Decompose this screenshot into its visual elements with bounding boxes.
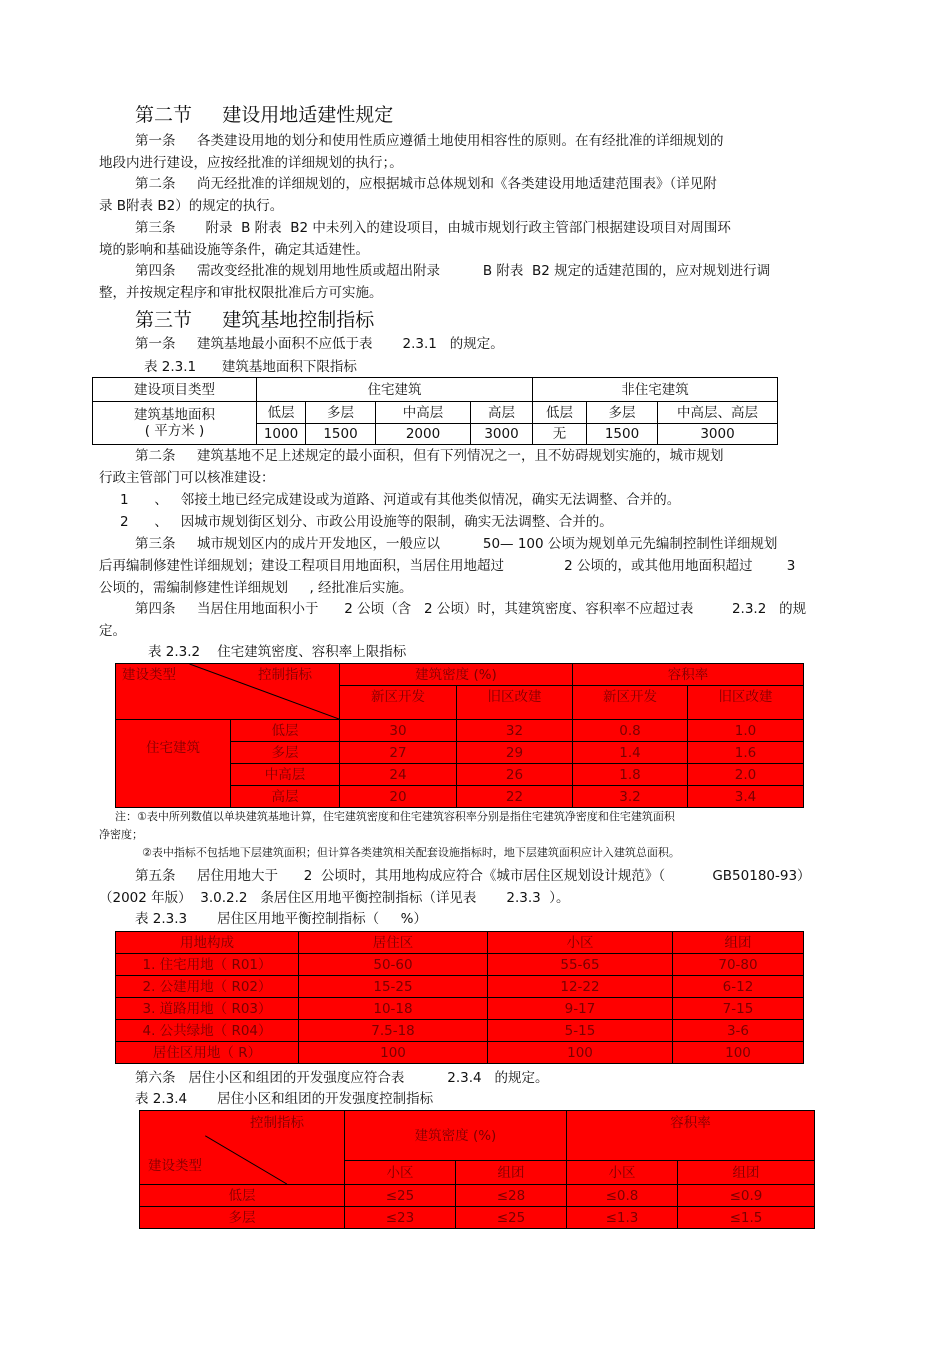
sub-header-group-far: 组团 [678,1161,815,1185]
cell: 3-6 [673,1020,804,1042]
cell: 12-22 [488,976,673,998]
table-2-3-2-corner-cell [116,664,340,720]
table-2-3-3 [115,931,804,1064]
table-2-3-2 [115,663,804,808]
sec3-article-3-line-2: 后再编制修建性详细规划；建设工程项目用地面积，当居住用地超过 2 公顷的，或其他用地面积超过 3 [99,558,796,574]
header-density: 建筑密度 (%) [345,1111,567,1161]
sec3-article-2-line-2: 行政主管部门可以核准建设： [99,470,275,486]
cell: ≤0.9 [678,1185,815,1207]
cell: 5-15 [488,1020,673,1042]
cell: 20 [340,786,457,808]
cell: 10-18 [299,998,488,1020]
sec2-article-3-line-2: 境的影响和基础设施等条件，确定其适建性。 [99,242,369,258]
sec3-article-3-line-3: 公顷的，需编制修建性详细规划 , 经批准后实施。 [99,580,413,596]
cell: 32 [457,720,573,742]
sec3-article-6: 第六条 居住小区和组团的开发强度应符合表 2.3.4 的规定。 [135,1070,549,1086]
cell: 7.5-18 [299,1020,488,1042]
sub-header-new-dev-far: 新区开发 [573,686,688,720]
nonres-col-multi: 多层 [587,402,658,424]
cell: 6-12 [673,976,804,998]
header-land-composition: 用地构成 [116,932,299,954]
section-2-heading: 第二节 建设用地适建性规定 [135,104,394,126]
cell: 100 [673,1042,804,1064]
sub-header-renew-density: 旧区改建 [457,686,573,720]
cell: ≤25 [456,1207,567,1229]
sec3-article-5-line-2: （2002 年版） 3.0.2.2 条居住区用地平衡控制指标（详见表 2.3.3 ）。 [99,890,570,906]
row-type-low: 低层 [231,720,340,742]
res-col-midhigh: 中高层 [376,402,471,424]
row-label: 1. 住宅用地（ R01） [116,954,299,976]
sec2-article-2-line-2: 录 B附表 B2）的规定的执行。 [99,198,284,214]
sec3-article-4-line-1: 第四条 当居住用地面积小于 2 公顷（含 2 公顷）时，其建筑密度、容积率不应超过表 2.3.2 的规 [135,601,807,617]
sec3-list-item-1: 1 、 邻接土地已经完成建设或为道路、河道或有其他类似情况，确实无法调整、合并的。 [120,492,681,508]
sec2-article-2-line-1: 第二条 尚无经批准的详细规划的，应根据城市总体规划和《各类建设用地适建范围表》（详见附 [135,176,717,192]
row-type-low: 低层 [140,1185,345,1207]
corner-left-label: 建设类型 [148,1158,202,1174]
table-2-3-2-note-2: ②表中指标不包括地下层建筑面积；但计算各类建筑相关配套设施指标时，地下层建筑面积应计入建筑总面积。 [142,846,680,859]
header-residential: 住宅建筑 [257,378,533,402]
cell: 26 [457,764,573,786]
cell: 29 [457,742,573,764]
sub-header-new-dev-density: 新区开发 [340,686,457,720]
cell: ≤23 [345,1207,456,1229]
cell: 15-25 [299,976,488,998]
sec2-article-1-line-2: 地段内进行建设，应按经批准的详细规划的执行；。 [99,155,403,171]
res-col-high: 高层 [471,402,533,424]
cell: 27 [340,742,457,764]
table-2-3-4-corner-cell [140,1111,345,1185]
res-col-low: 低层 [257,402,306,424]
sec3-article-4-line-2: 定。 [99,623,126,639]
row-label: 3. 道路用地（ R03） [116,998,299,1020]
cell: 3.4 [688,786,804,808]
cell: 0.8 [573,720,688,742]
row-type-multi: 多层 [231,742,340,764]
section-3-heading: 第三节 建筑基地控制指标 [135,309,375,331]
cell: 100 [488,1042,673,1064]
header-residential-district: 居住区 [299,932,488,954]
cell: 22 [457,786,573,808]
header-far: 容积率 [567,1111,815,1161]
row-type-high: 高层 [231,786,340,808]
sub-header-small-density: 小区 [345,1161,456,1185]
table-2-3-2-caption: 表 2.3.2 住宅建筑密度、容积率上限指标 [148,644,407,660]
cell: 24 [340,764,457,786]
table-2-3-3-caption: 表 2.3.3 居住区用地平衡控制指标（ %） [135,911,427,927]
cell: 1.0 [688,720,804,742]
row-label: 4. 公共绿地（ R04） [116,1020,299,1042]
nonres-col-midhigh-high: 中高层、高层 [658,402,778,424]
res-val-multi: 1500 [306,424,376,445]
cell: 1.8 [573,764,688,786]
header-group: 组团 [673,932,804,954]
row-label: 居住区用地（ R） [116,1042,299,1064]
table-2-3-2-note-1-line-1: 注：①表中所列数值以单块建筑基地计算，住宅建筑密度和住宅建筑容积率分别是指住宅建筑净密度和住宅建筑面积 [115,810,675,823]
res-val-low: 1000 [257,424,306,445]
table-2-3-4 [139,1110,815,1229]
row-type-midhigh: 中高层 [231,764,340,786]
cell: ≤1.5 [678,1207,815,1229]
sec3-article-2-line-1: 第二条 建筑基地不足上述规定的最小面积，但有下列情况之一，且不妨碍规划实施的，城市规划 [135,448,724,464]
nonres-val-low: 无 [533,424,587,445]
cell: 9-17 [488,998,673,1020]
sec2-article-3-line-1: 第三条 附录 B 附表 B2 中未列入的建设项目，由城市规划行政主管部门根据建设项目对周围环 [135,220,731,236]
header-project-type: 建设项目类型 [93,378,257,402]
cell: 2.0 [688,764,804,786]
cell: 100 [299,1042,488,1064]
cell: 55-65 [488,954,673,976]
cell: 50-60 [299,954,488,976]
cell: 3.2 [573,786,688,808]
sec3-article-1: 第一条 建筑基地最小面积不应低于表 2.3.1 的规定。 [135,336,504,352]
group-residential: 住宅建筑 [116,720,231,808]
row-type-multi: 多层 [140,1207,345,1229]
sec3-list-item-2: 2 、 因城市规划街区划分、市政公用设施等的限制，确实无法调整、合并的。 [120,514,613,530]
row-label-line-2: ( 平方米 ) [144,423,205,439]
cell: 7-15 [673,998,804,1020]
cell: 30 [340,720,457,742]
nonres-col-low: 低层 [533,402,587,424]
res-val-high: 3000 [471,424,533,445]
cell: ≤25 [345,1185,456,1207]
header-small-district: 小区 [488,932,673,954]
sec2-article-4-line-2: 整，并按规定程序和审批权限批准后方可实施。 [99,285,383,301]
row-label: 2. 公建用地（ R02） [116,976,299,998]
table-2-3-1 [92,377,778,445]
sec2-article-1-line-1: 第一条 各类建设用地的划分和使用性质应遵循土地使用相容性的原则。在有经批准的详细规划的 [135,133,724,149]
sec3-article-5-line-1: 第五条 居住用地大于 2 公顷时，其用地构成应符合《城市居住区规划设计规范》（ GB50180-93） [135,868,811,884]
sub-header-group-density: 组团 [456,1161,567,1185]
cell: ≤28 [456,1185,567,1207]
table-2-3-1-caption: 表 2.3.1 建筑基地面积下限指标 [144,359,357,375]
res-val-midhigh: 2000 [376,424,471,445]
corner-left-label: 建设类型 [122,667,176,683]
header-density: 建筑密度 (%) [340,664,573,686]
row-label-line-1: 建筑基地面积 [134,407,215,423]
corner-right-label: 控制指标 [250,1115,304,1131]
row-label-base-area [93,402,257,445]
cell: 70-80 [673,954,804,976]
cell: 1.4 [573,742,688,764]
header-non-residential: 非住宅建筑 [533,378,778,402]
sec3-article-3-line-1: 第三条 城市规划区内的成片开发地区，一般应以 50— 100 公顷为规划单元先编制控制性详细规划 [135,536,778,552]
nonres-val-midhigh-high: 3000 [658,424,778,445]
cell: ≤0.8 [567,1185,678,1207]
sub-header-renew-far: 旧区改建 [688,686,804,720]
header-far: 容积率 [573,664,804,686]
corner-right-label: 控制指标 [258,667,312,683]
cell: 1.6 [688,742,804,764]
table-2-3-2-note-1-line-2: 净密度； [99,828,143,841]
table-2-3-4-caption: 表 2.3.4 居住小区和组团的开发强度控制指标 [135,1091,434,1107]
sec2-article-4-line-1: 第四条 需改变经批准的规划用地性质或超出附录 B 附表 B2 规定的适建范围的，应对规划进行调 [135,263,771,279]
res-col-multi: 多层 [306,402,376,424]
nonres-val-multi: 1500 [587,424,658,445]
sub-header-small-far: 小区 [567,1161,678,1185]
cell: ≤1.3 [567,1207,678,1229]
